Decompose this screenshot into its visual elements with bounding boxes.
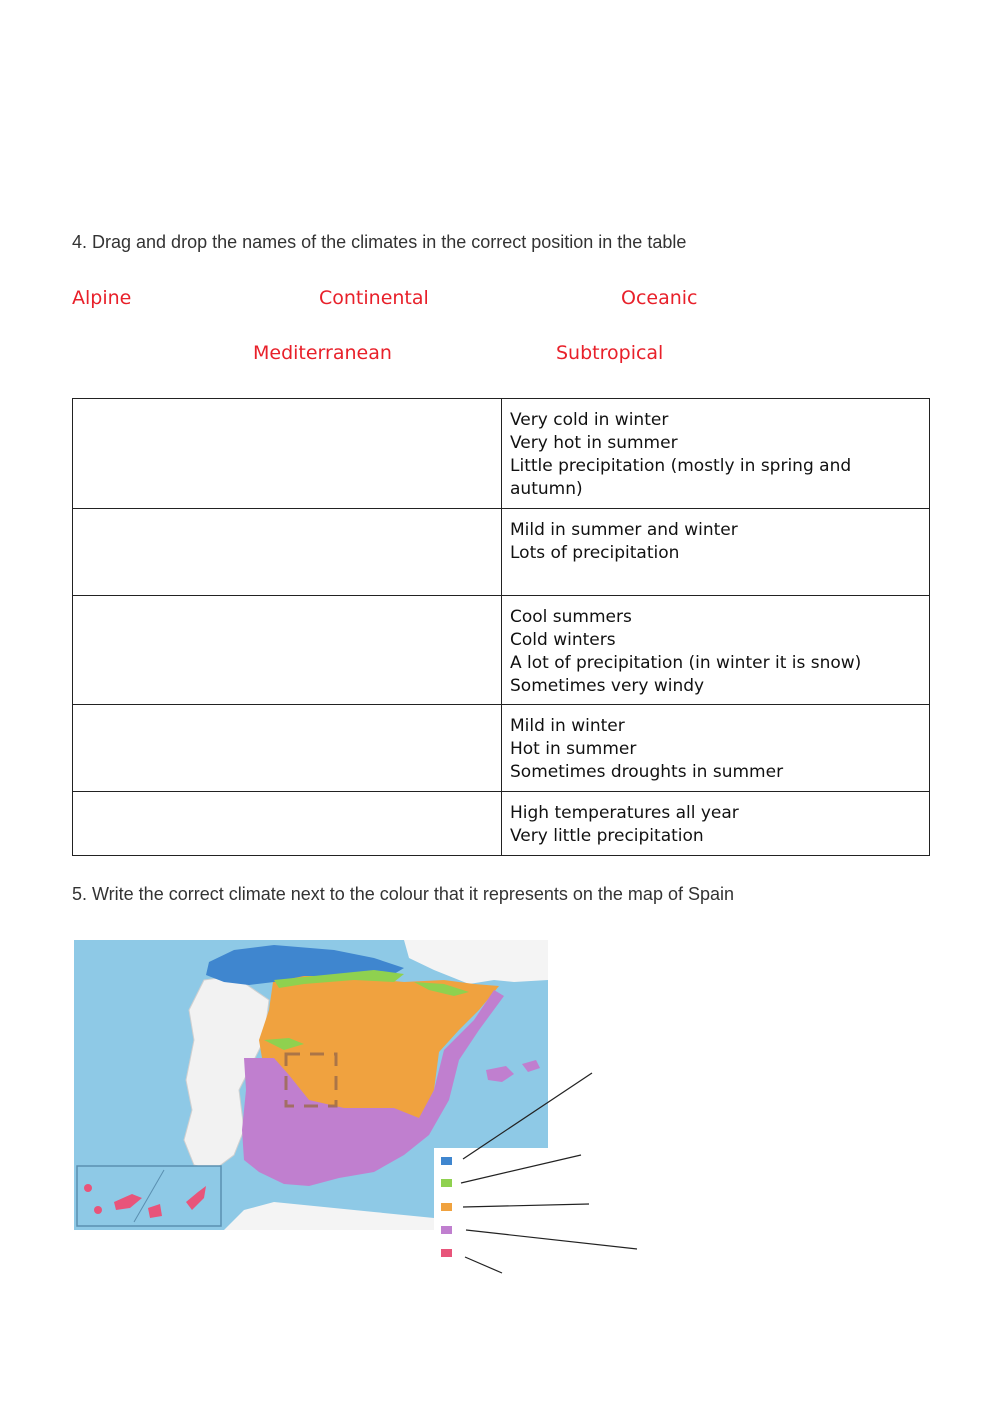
answer-line-5[interactable] (465, 1257, 502, 1273)
description-line: autumn) (510, 479, 583, 499)
spain-map-svg (74, 940, 548, 1230)
description-line: Very hot in summer (510, 433, 678, 453)
canary-island (84, 1184, 92, 1192)
drop-zone-2[interactable] (73, 509, 502, 596)
answer-line-4[interactable] (466, 1230, 637, 1249)
canary-island (94, 1206, 102, 1214)
description-line: Hot in summer (510, 739, 637, 759)
description-line: Very little precipitation (510, 826, 704, 846)
legend-swatch-5 (441, 1249, 452, 1257)
draggable-word-continental[interactable]: Continental (319, 287, 429, 309)
climate-table (72, 398, 930, 856)
drop-zone-5[interactable] (73, 792, 502, 856)
description-cell (502, 509, 930, 596)
description-line: Mild in summer and winter (510, 520, 738, 540)
draggable-word-alpine[interactable]: Alpine (72, 287, 132, 309)
table-row (73, 596, 930, 705)
table-row (73, 399, 930, 509)
spain-climate-map (74, 940, 548, 1230)
description-line: Sometimes droughts in summer (510, 762, 784, 782)
drop-zone-4[interactable] (73, 705, 502, 792)
drop-zone-1[interactable] (73, 399, 502, 509)
draggable-word-subtropical[interactable]: Subtropical (556, 342, 664, 364)
description-cell (502, 596, 930, 705)
description-cell (502, 399, 930, 509)
question-5-title: 5. Write the correct climate next to the colour that it represents on the map of Spain (72, 884, 735, 904)
question-4-title: 4. Drag and drop the names of the climates in the correct position in the table (72, 232, 687, 252)
description-cell (502, 705, 930, 792)
legend-panel (434, 1148, 548, 1230)
description-line: Sometimes very windy (510, 676, 705, 696)
description-line: High temperatures all year (510, 803, 739, 823)
drop-zone-3[interactable] (73, 596, 502, 705)
description-line: Cool summers (510, 607, 632, 627)
table-row (73, 509, 930, 596)
table-row (73, 792, 930, 856)
description-line: Very cold in winter (510, 410, 669, 430)
description-line: Little precipitation (mostly in spring and (510, 456, 852, 476)
draggable-word-oceanic[interactable]: Oceanic (621, 287, 698, 309)
description-line: Cold winters (510, 630, 616, 650)
table-row (73, 705, 930, 792)
description-line: Mild in winter (510, 716, 625, 736)
description-line: A lot of precipitation (in winter it is snow) (510, 653, 862, 673)
description-line: Lots of precipitation (510, 543, 680, 563)
description-cell (502, 792, 930, 856)
draggable-word-mediterranean[interactable]: Mediterranean (253, 342, 392, 364)
